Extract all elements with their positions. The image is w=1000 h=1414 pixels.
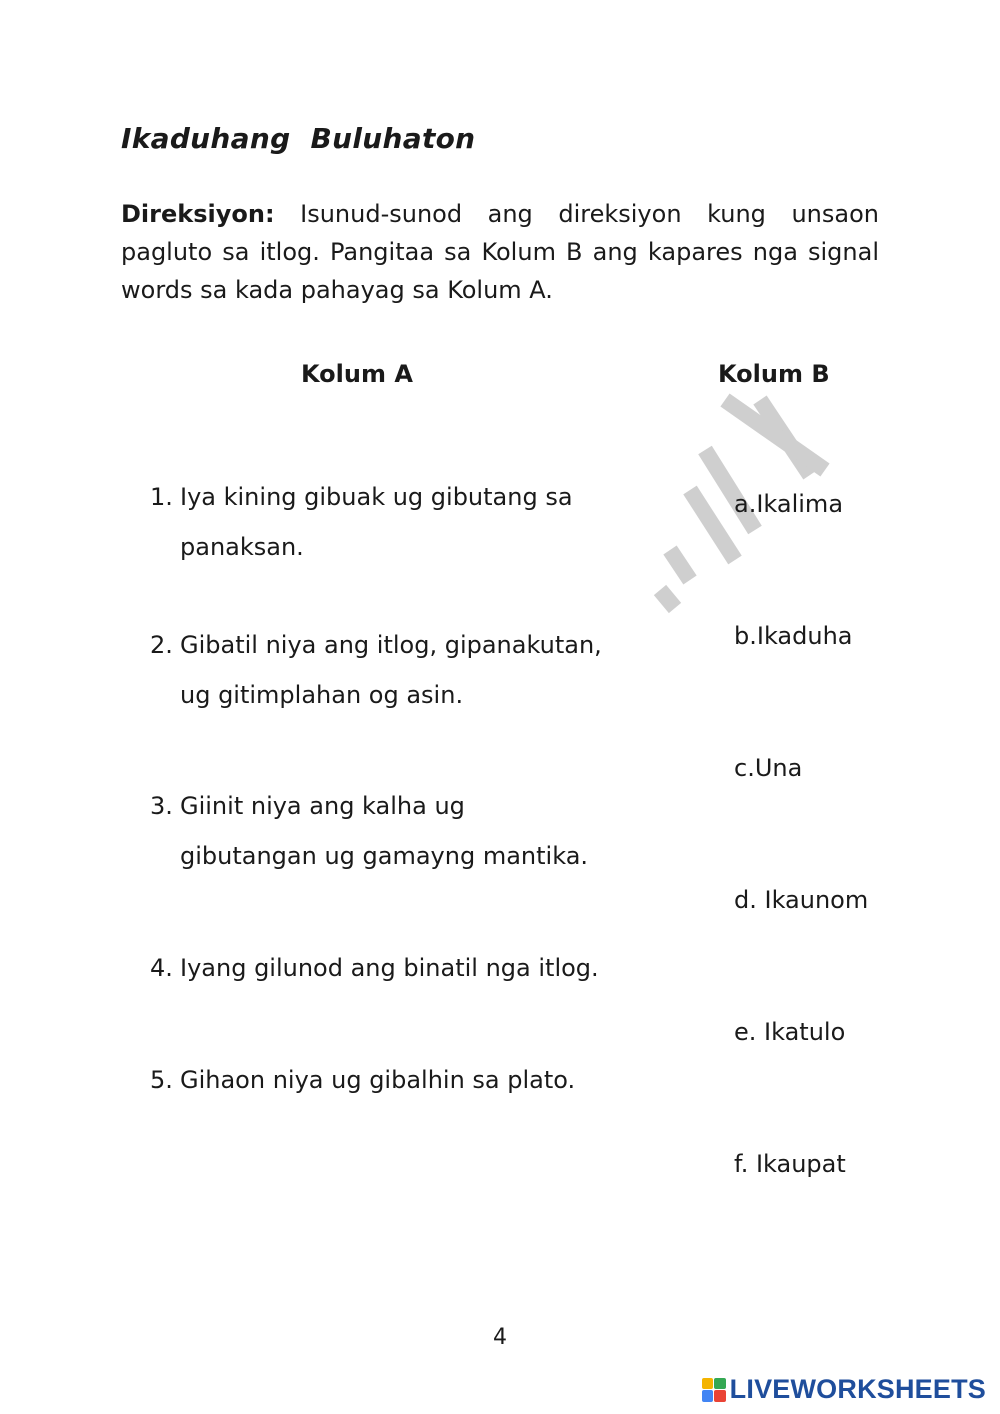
watermark-stroke (660, 590, 675, 608)
column-b-choice-a: a.Ikalima (734, 490, 844, 518)
column-b-choice-b: b.Ikaduha (734, 622, 853, 650)
column-a-item-1 (150, 472, 650, 572)
watermark-stroke (690, 490, 735, 560)
column-a-item-3 (150, 781, 650, 881)
column-b-header: Kolum B (718, 360, 830, 388)
directions-text: Isunud-sunod ang direksiyon kung unsaon pagluto sa itlog. Pangitaa sa Kolum B ang kapares nga signal words sa kada pahayag sa Kolum A. (121, 200, 879, 304)
item-text-continued: gibutangan ug gamayng mantika. (180, 842, 589, 870)
item-number: 4. (150, 954, 173, 982)
item-number: 2. (150, 631, 173, 659)
brand-text: LIVEWORKSHEETS (729, 1374, 986, 1404)
item-text: Gihaon niya ug gibalhin sa plato. (180, 1066, 576, 1094)
item-number: 3. (150, 792, 173, 820)
page-number: 4 (493, 1325, 507, 1350)
brand-logo-square (714, 1390, 726, 1402)
column-a-header: Kolum A (301, 360, 413, 388)
item-text: Iya kining gibuak ug gibutang sa (180, 483, 573, 511)
item-text: Gibatil niya ang itlog, gipanakutan, (180, 631, 602, 659)
column-b-choice-d: d. Ikaunom (734, 886, 869, 914)
page-title: Ikaduhang Buluhaton (121, 122, 476, 155)
watermark-stroke (760, 400, 810, 475)
brand-logo-icon (702, 1378, 726, 1402)
column-a-item-2 (150, 620, 650, 720)
brand-logo-square (702, 1378, 714, 1390)
directions-paragraph (121, 195, 879, 309)
watermark-stroke (725, 400, 825, 470)
brand-logo-square (714, 1378, 726, 1390)
item-number: 1. (150, 483, 173, 511)
item-text: Giinit niya ang kalha ug (180, 792, 465, 820)
column-a-item-5 (150, 1055, 650, 1105)
watermark-stroke (670, 550, 690, 580)
item-number: 5. (150, 1066, 173, 1094)
item-text-continued: panaksan. (180, 533, 304, 561)
column-a-item-4 (150, 943, 650, 993)
directions-label: Direksiyon: (121, 200, 275, 228)
item-text: Iyang gilunod ang binatil nga itlog. (180, 954, 599, 982)
liveworksheets-brand[interactable] (702, 1374, 986, 1405)
column-b-choice-c: c.Una (734, 754, 803, 782)
column-b-choice-e: e. Ikatulo (734, 1018, 846, 1046)
item-text-continued: ug gitimplahan og asin. (180, 681, 464, 709)
column-b-choice-f: f. Ikaupat (734, 1150, 846, 1178)
brand-logo-square (702, 1390, 714, 1402)
